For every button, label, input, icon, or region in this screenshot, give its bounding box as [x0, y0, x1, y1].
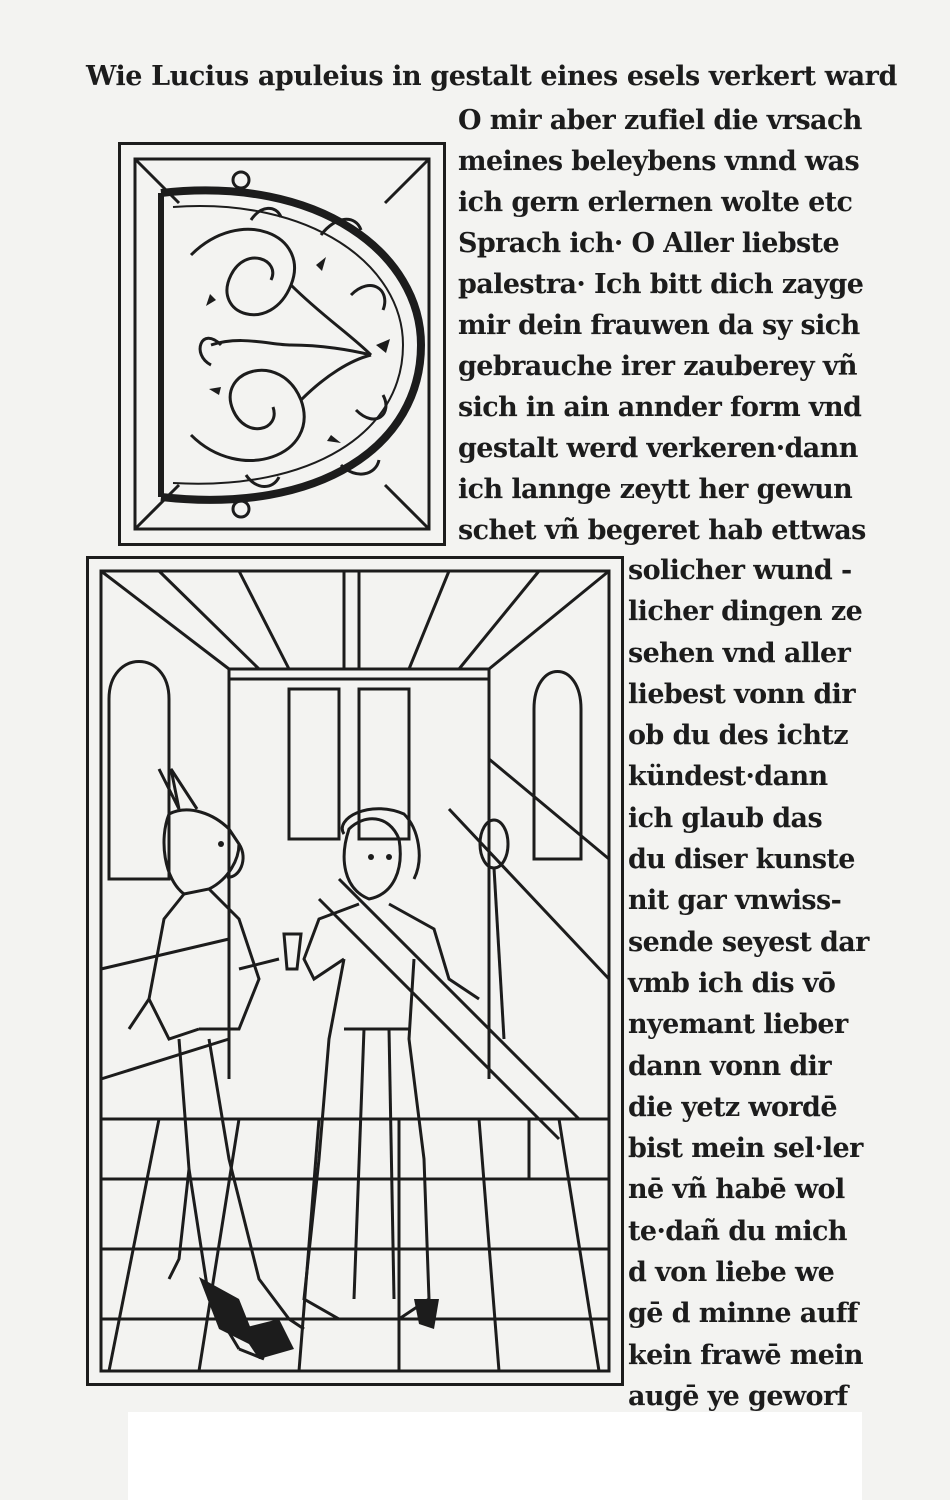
text-line: d von liebe we: [628, 1257, 835, 1289]
text-line: O mir aber zufiel die vrsach: [458, 105, 862, 136]
woodcut-illustration: [86, 556, 624, 1386]
text-line: ob du des ichtz: [628, 720, 848, 752]
text-line: schet vñ begeret hab ettwas: [458, 515, 866, 546]
text-line: palestra· Ich bitt dich zayge: [458, 269, 864, 300]
text-line: dann vonn dir: [628, 1050, 831, 1082]
ornament-initial-icon: [121, 145, 443, 543]
text-line: sende seyest dar: [628, 926, 869, 958]
text-line: nit gar vnwiss-: [628, 885, 842, 917]
text-line: te·dañ du mich: [628, 1215, 847, 1247]
text-line: nyemant lieber: [628, 1009, 848, 1041]
text-line: nē vñ habē wol: [628, 1174, 845, 1206]
text-line: licher dingen ze: [628, 596, 863, 628]
text-line: augē ye geworf: [628, 1380, 848, 1412]
text-line: meines beleybens vnnd was: [458, 146, 860, 177]
chapter-heading: Wie Lucius apuleius in gestalt eines esels verkert ward: [86, 61, 897, 92]
text-line: liebest vonn dir: [628, 678, 855, 710]
blank-margin: [128, 1412, 862, 1500]
text-line: ich gern erlernen wolte etc: [458, 187, 853, 218]
text-line: vmb ich dis vō: [628, 967, 836, 999]
text-line: die yetz wordē: [628, 1091, 837, 1123]
decorated-initial-d: [118, 142, 446, 546]
woodcut-scene-icon: [89, 559, 621, 1383]
text-line: kündest·dann: [628, 761, 828, 793]
text-line: solicher wund -: [628, 555, 852, 586]
text-column-upper: [458, 100, 866, 551]
text-line: sehen vnd aller: [628, 637, 851, 669]
text-line: sich in ain annder form vnd: [458, 392, 862, 423]
text-line: gē d minne auff: [628, 1298, 858, 1330]
text-line: du diser kunste: [628, 844, 855, 876]
text-line: gestalt werd verkeren·dann: [458, 433, 858, 464]
text-line: Sprach ich· O Aller liebste: [458, 228, 840, 259]
text-line: bist mein sel·ler: [628, 1133, 863, 1165]
text-line: mir dein frauwen da sy sich: [458, 310, 860, 341]
text-line: kein frawē mein: [628, 1339, 863, 1371]
text-line: ich lannge zeytt her gewun: [458, 474, 853, 505]
text-line: gebrauche irer zauberey vñ: [458, 351, 857, 382]
text-line: ich glaub das: [628, 802, 823, 834]
text-column-lower: [628, 550, 869, 1417]
